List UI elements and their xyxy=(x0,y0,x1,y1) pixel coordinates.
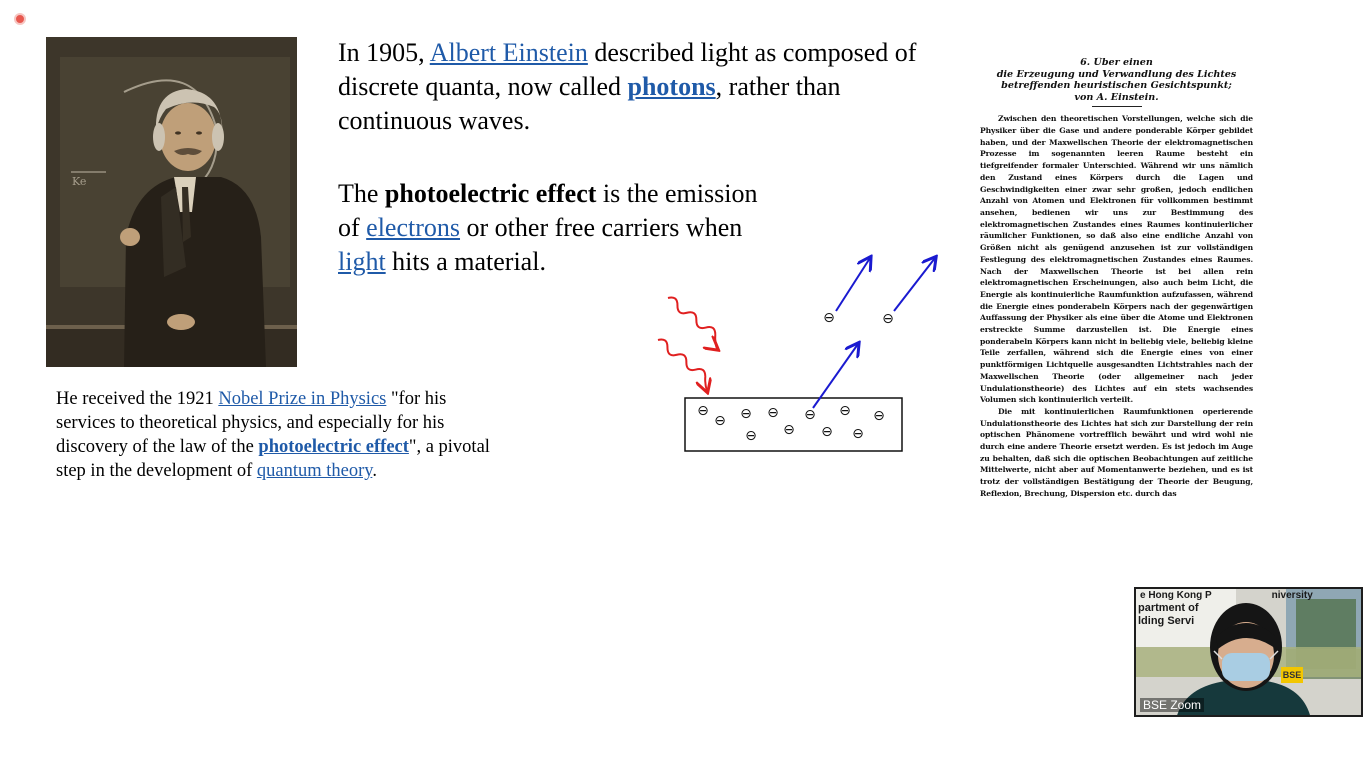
text-segment: , rather than continuous waves. xyxy=(338,72,841,135)
photoelectric-effect-link[interactable]: photoelectric effect xyxy=(258,437,409,457)
text-segment: or other free carriers when xyxy=(460,213,743,242)
banner-text: lding Servi xyxy=(1138,615,1195,627)
emitted-electron: ⊖ xyxy=(882,311,894,327)
paper-rule xyxy=(1092,106,1142,107)
electron: ⊖ xyxy=(697,403,709,419)
electron: ⊖ xyxy=(745,428,757,444)
electron: ⊖ xyxy=(852,426,864,442)
text-segment: ", a pivotal step in the development of xyxy=(56,437,490,481)
text-segment: In 1905, xyxy=(338,38,430,67)
text-segment: The xyxy=(338,179,385,208)
emitted-electron: ⊖ xyxy=(823,310,835,326)
photon-wave-2 xyxy=(652,337,716,391)
nobel-prize-link[interactable]: Nobel Prize in Physics xyxy=(218,389,387,409)
electron: ⊖ xyxy=(804,407,816,423)
text-segment: "for his services to theoretical physics, and especially for his discovery of the law of the xyxy=(56,389,447,457)
participant-video-tile[interactable] xyxy=(1134,587,1363,717)
electron: ⊖ xyxy=(740,406,752,422)
text-segment: . xyxy=(372,461,377,481)
paper-heading-line: von A. Einstein. xyxy=(1074,91,1159,103)
text-segment: He received the 1921 xyxy=(56,389,219,409)
bse-badge: BSE xyxy=(1281,667,1303,683)
paper-paragraph: Zwischen den theoretischen Vorstellungen, welche sich die Physiker über die Gase und andere ponderable Körper gebildet haben, und der Maxwellschen Theorie der elektromagnetischen Prozesse im sogenannten leeren Raume besteht ein tiefgreifender formaler Unterschied. Während wir uns nämlich den Zustand eines Körpers durch die Lagen und Geschwindigkeiten einer zwar sehr großen, jedoch endlichen Anzahl von Atomen und Elektronen für vollkommen bestimmt ansehen, bedienen wir uns zur Bestimmung des elektromagnetischen Zustandes eines Raumes kontinuierlicher räumlicher Funktionen, so daß also eine endliche Anzahl von Größen nicht als genügend anzusehen ist zur vollständigen Festlegung des elektromagnetischen Zustandes eines Raumes. Nach der Maxwellschen Theorie ist bei allen rein elektromagnetischen Erscheinungen, also auch beim Licht, die Energie als kontinuierliche Raumfunktion aufzufassen, während die Energie eines ponderabeln Körpers nach der gegenwärtigen Auffassung der Physiker als eine über die Atome und Elektronen erstreckte Summe darzustellen ist. Die Energie eines ponderabeln Körpers kann nicht in beliebig viele, beliebig kleine Teile zerfallen, während sich die Energie eines von einer punktförmigen Lichtquelle ausgesandten Lichtstrahles nach der Maxwellschen Theorie (oder allgemeiner nach jeder Undulationstheorie) des Lichtes auf ein stets wachsendes Volumen sich kontinuierlich verteilt. xyxy=(980,114,1253,405)
svg-text:Ke: Ke xyxy=(72,175,87,188)
intro-paragraph xyxy=(338,36,938,138)
text-segment: is the emission of xyxy=(338,179,758,242)
electron-path-2 xyxy=(894,258,935,311)
photons-link[interactable]: photons xyxy=(627,72,716,101)
text-segment: hits a material. xyxy=(385,247,546,276)
banner-text: e Hong Kong P xyxy=(1140,590,1212,601)
participant-name-label: BSE Zoom xyxy=(1140,698,1204,712)
electron: ⊖ xyxy=(821,424,833,440)
einstein-portrait-image xyxy=(46,37,297,367)
paper-heading-line: 6. Über einen xyxy=(1080,57,1153,68)
electron: ⊖ xyxy=(714,413,726,429)
electrons-link[interactable]: electrons xyxy=(366,213,461,242)
banner-text: niversity xyxy=(1271,590,1313,601)
recording-indicator-icon xyxy=(14,13,26,25)
albert-einstein-link[interactable]: Albert Einstein xyxy=(429,38,588,67)
quantum-theory-link[interactable]: quantum theory xyxy=(256,461,373,481)
photon-wave-1 xyxy=(662,295,726,349)
electron: ⊖ xyxy=(783,422,795,438)
photoelectric-effect-term: photoelectric effect xyxy=(384,179,597,208)
light-link[interactable]: light xyxy=(338,247,386,276)
video-background-banner xyxy=(1136,589,1313,628)
text-segment: described light as composed of discrete quanta, now called xyxy=(338,38,917,101)
electron-path-1 xyxy=(836,258,870,311)
paper-body xyxy=(980,113,1253,499)
paper-heading-line: die Erzeugung und Verwandlung des Lichtes xyxy=(996,68,1237,80)
banner-text: partment of xyxy=(1138,602,1199,614)
electron: ⊖ xyxy=(873,408,885,424)
nobel-prize-paragraph xyxy=(56,387,496,483)
einstein-paper-excerpt xyxy=(980,57,1253,507)
electron: ⊖ xyxy=(767,405,779,421)
paper-heading xyxy=(980,57,1253,103)
photoelectric-diagram xyxy=(650,248,940,458)
electron: ⊖ xyxy=(839,403,851,419)
paper-paragraph: Die mit kontinuierlichen Raumfunktionen operierende Undulationstheorie des Lichtes hat sich zur Darstellung der rein optischen Phänomene vortrefflich bewährt und wird wohl nie durch eine andere Theorie ersetzt werden. Es ist jedoch im Auge zu behalten, daß sich die optischen Beobachtungen auf zeitliche Mittelwerte, nicht aber auf Momentanwerte beziehen, und es ist trotz der vollständigen Bestätigung der Theorie der Beugung, Reflexion, Brechung, Dispersion etc. durch das xyxy=(980,406,1253,498)
paper-heading-line: betreffenden heuristischen Gesichtspunkt; xyxy=(1001,80,1232,92)
